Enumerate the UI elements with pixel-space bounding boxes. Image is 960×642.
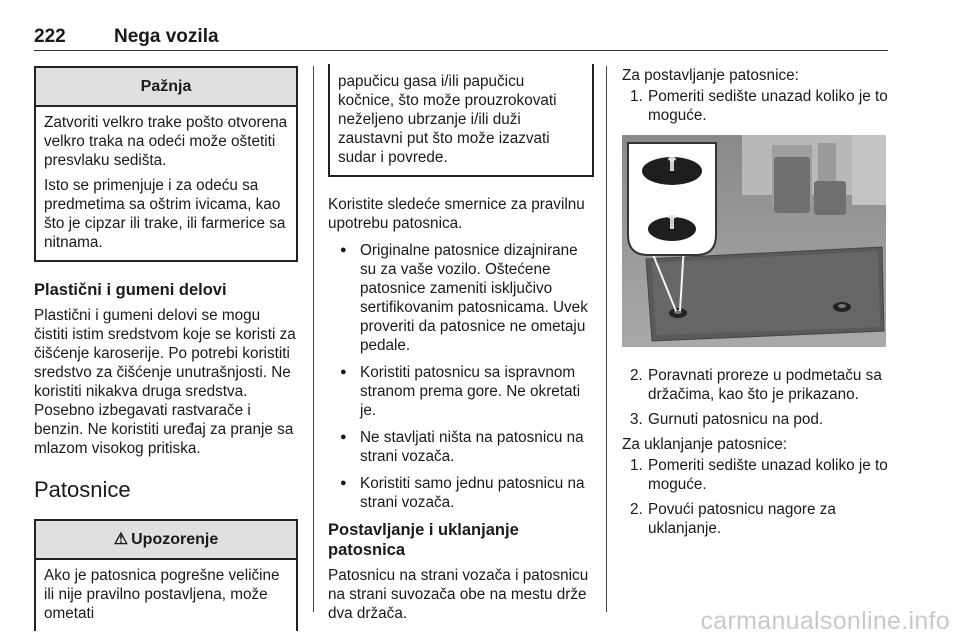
header-rule bbox=[34, 50, 888, 51]
watermark: carmanualsonline.info bbox=[700, 607, 950, 635]
caution-box bbox=[34, 66, 298, 262]
column-divider-1 bbox=[313, 66, 314, 612]
page-header bbox=[34, 26, 219, 48]
warning-title: Upozorenje bbox=[131, 531, 219, 548]
plastic-heading: Plastični i gumeni delovi bbox=[34, 281, 227, 299]
caution-paragraph-1: Zatvoriti velkro trake pošto otvorena velkro traka na odeći može oštetiti presvlaku sedišta. bbox=[44, 114, 288, 169]
page-title: Nega vozila bbox=[114, 26, 219, 47]
warning-title-bar bbox=[36, 521, 296, 560]
list-item: 2. Poravnati proreze u podmetaču sa držačima, kao što je prikazano. bbox=[630, 367, 882, 403]
warning-box-continued bbox=[328, 64, 594, 177]
column-divider-2 bbox=[606, 66, 607, 612]
warning-box bbox=[34, 519, 298, 631]
list-item: 1. Pomeriti sedište unazad koliko je to moguće. bbox=[630, 88, 888, 124]
plastic-text: Plastični i gumeni delovi se mogu čistiti istim sredstvom koje se koristi za čišćenje karoserije. Po potrebi koristiti sredstvo za čišćenje unutrašnjosti. Ne koristiti nikakva druga sredstva. Posebno izbegavati rastvarače i benzin. Ne koristiti uređaj za pranje sa mlazom visokog pritiska. bbox=[34, 307, 296, 457]
warning-text-continued: papučicu gasa i/ili papučicu kočnice, što može prouzrokovati neželjeno ubrzanje i/ili duži zaustavni put što može izazvati sudar i povrede. bbox=[338, 73, 557, 166]
warning-triangle-icon: ⚠ bbox=[113, 531, 129, 548]
install-text: Patosnicu na strani vozača i patosnicu na strani suvozača obe na mestu drže dva držača. bbox=[328, 567, 589, 622]
remove-steps bbox=[622, 456, 890, 538]
floor-mat-illustration bbox=[622, 135, 886, 347]
guidelines-intro: Koristite sledeće smernice za pravilnu upotrebu patosnica. bbox=[328, 196, 585, 232]
install-steps-a bbox=[622, 87, 890, 125]
guidelines-list bbox=[328, 241, 594, 512]
section-heading-mats: Patosnice bbox=[34, 477, 131, 502]
install-heading: Postavljanje i uklanjanje patosnica bbox=[328, 521, 519, 559]
list-item: 1. Pomeriti sedište unazad koliko je to moguće. bbox=[630, 457, 888, 493]
install-label: Za postavljanje patosnice: bbox=[622, 67, 799, 84]
warning-text: Ako je patosnica pogrešne veličine ili nije pravilno postavljena, može ometati bbox=[44, 567, 280, 622]
column-1 bbox=[34, 66, 298, 631]
remove-label: Za uklanjanje patosnice: bbox=[622, 436, 787, 453]
list-item: 2. Povući patosnicu nagore za uklanjanje. bbox=[630, 501, 836, 537]
column-3 bbox=[622, 66, 890, 544]
list-item: ● Koristiti samo jednu patosnicu na strani vozača. bbox=[328, 474, 594, 512]
list-item: ● Originalne patosnice dizajnirane su za vaše vozilo. Oštećene patosnice zameniti isključivo sertifikovanim patosnicama. Uvek proveriti da patosnice ne ometaju pedale. bbox=[328, 241, 594, 355]
list-item: ● Ne stavljati ništa na patosnicu na strani vozača. bbox=[328, 428, 594, 466]
caution-title: Pažnja bbox=[36, 68, 296, 107]
page-number: 222 bbox=[34, 26, 66, 47]
list-item: 3. Gurnuti patosnicu na pod. bbox=[630, 411, 824, 428]
install-steps-b bbox=[622, 366, 890, 429]
list-item: ● Koristiti patosnicu sa ispravnom stranom prema gore. Ne okretati je. bbox=[328, 363, 594, 420]
column-2 bbox=[328, 66, 594, 631]
caution-paragraph-2: Isto se primenjuje i za odeću sa predmetima sa oštrim ivicama, kao što je cipzar ili trake, ili farmerice sa nitnama. bbox=[44, 177, 286, 251]
